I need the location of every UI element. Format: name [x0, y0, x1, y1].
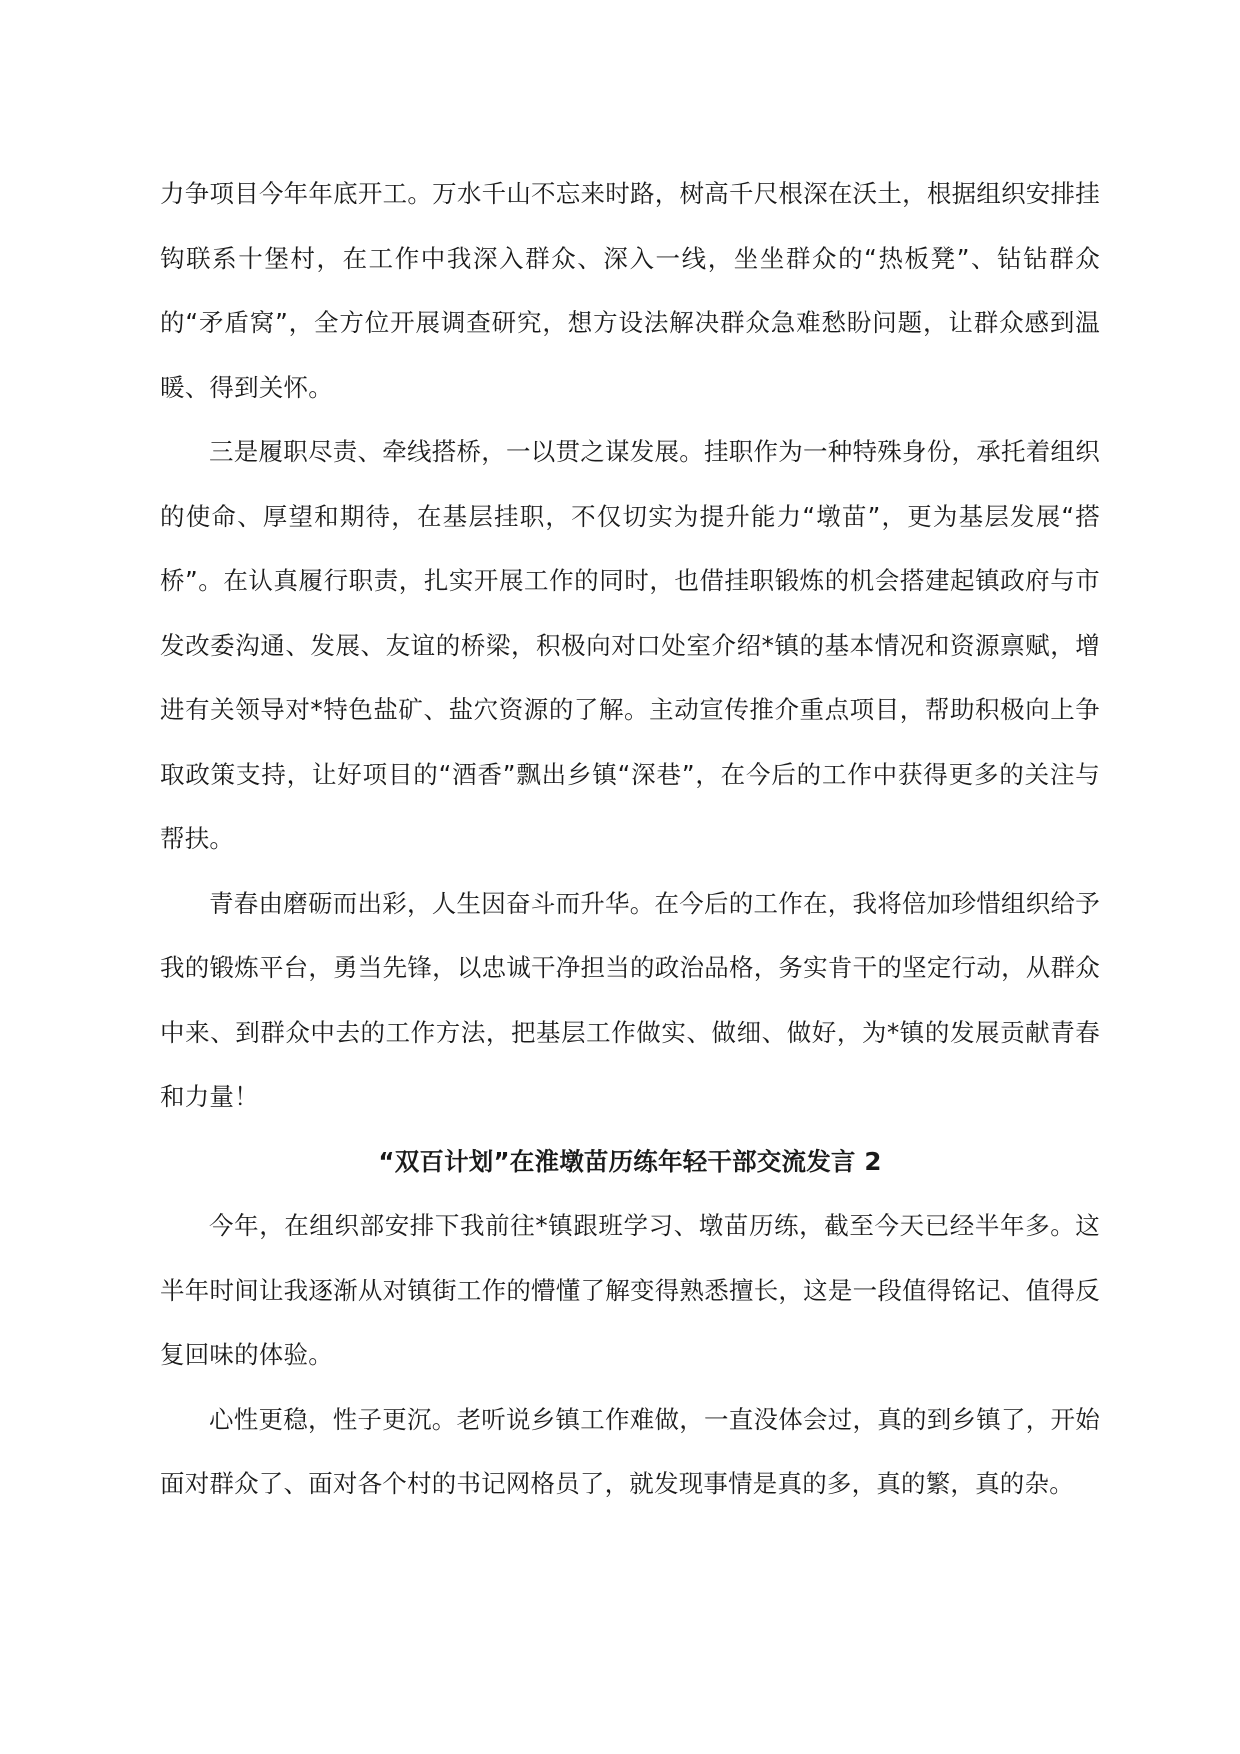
paragraph-5: 心性更稳，性子更沉。老听说乡镇工作难做，一直没体会过，真的到乡镇了，开始面对群众了、面对各个村的书记网格员了，就发现事情是真的多，真的繁，真的杂。 — [160, 1404, 1100, 1498]
paragraph-3: 青春由磨砺而出彩，人生因奋斗而升华。在今后的工作在，我将倍加珍惜组织给予我的锻炼平台，勇当先锋，以忠诚干净担当的政治品格，务实肯干的坚定行动，从群众中来、到群众中去的工作方法，把基层工作做实、做细、做好，为*镇的发展贡献青春和力量！ — [160, 888, 1100, 1111]
document-page — [160, 162, 1100, 1517]
section-heading: “双百计划”在淮墩苗历练年轻干部交流发言 2 — [378, 1146, 882, 1176]
paragraph-2: 三是履职尽责、牵线搭桥，一以贯之谋发展。挂职作为一种特殊身份，承托着组织的使命、厚望和期待，在基层挂职，不仅切实为提升能力“墩苗”，更为基层发展“搭桥”。在认真履行职责，扎实开展工作的同时，也借挂职锻炼的机会搭建起镇政府与市发改委沟通、发展、友谊的桥梁，积极向对口处室介绍*镇的基本情况和资源禀赋，增进有关领导对*特色盐矿、盐穴资源的了解。主动宣传推介重点项目，帮助积极向上争取政策支持，让好项目的“酒香”飘出乡镇“深巷”，在今后的工作中获得更多的关注与帮扶。 — [160, 437, 1100, 853]
paragraph-4: 今年，在组织部安排下我前往*镇跟班学习、墩苗历练，截至今天已经半年多。这半年时间让我逐渐从对镇街工作的懵懂了解变得熟悉擅长，这是一段值得铭记、值得反复回味的体验。 — [160, 1211, 1100, 1369]
paragraph-1: 力争项目今年年底开工。万水千山不忘来时路，树高千尺根深在沃土，根据组织安排挂钩联系十堡村，在工作中我深入群众、深入一线，坐坐群众的“热板凳”、钻钻群众的“矛盾窝”，全方位开展调查研究，想方设法解决群众急难愁盼问题，让群众感到温暖、得到关怀。 — [160, 179, 1100, 402]
